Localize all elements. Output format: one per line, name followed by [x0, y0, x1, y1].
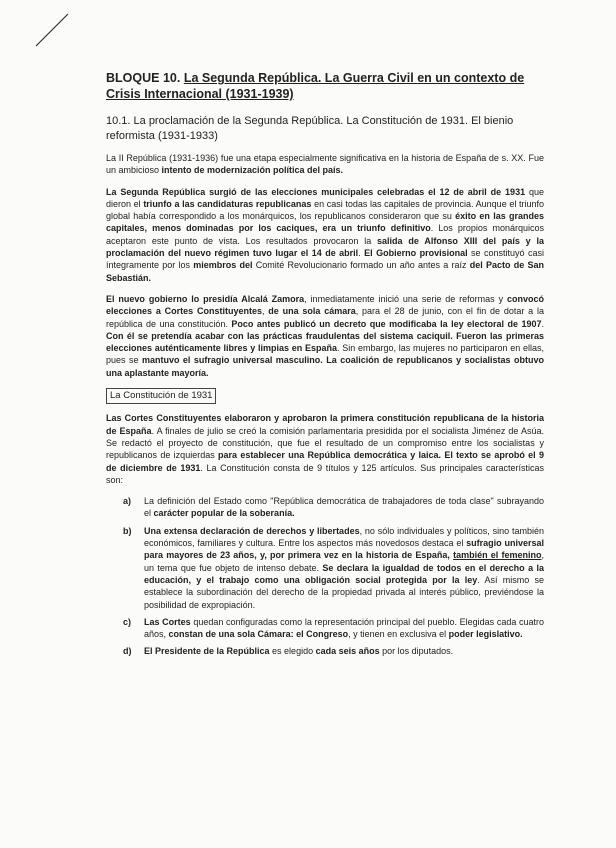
- bold-text: triunfo a las candidaturas republicanas: [143, 198, 312, 209]
- bold-text: mantuvo el sufragio universal masculino. La coalición de republicanos y socialistas obtuvo una aplastante mayoría.: [106, 355, 545, 378]
- bold-text: miembros del: [193, 260, 253, 271]
- text: es elegido: [269, 646, 316, 657]
- section-title: 10.1. La proclamación de la Segunda República. La Constitución de 1931. El bienio reformista (1931-1933): [106, 115, 514, 142]
- text: Comité Revolucionario formado un año antes a raíz: [252, 260, 470, 271]
- text: por los diputados.: [379, 646, 454, 657]
- constitution-heading: La Constitución de 1931: [106, 388, 216, 404]
- bold-text: constan de una sola Cámara: el Congreso: [168, 629, 349, 640]
- bold-text: cada seis años: [315, 646, 380, 657]
- bold-text: La Segunda República surgió de las elecciones municipales celebradas el 12 de abril de 1931: [106, 186, 526, 197]
- list-letter: b): [123, 525, 132, 536]
- text: .: [358, 248, 365, 259]
- list-item: [106, 495, 544, 520]
- bold-text: Las Cortes: [144, 616, 191, 627]
- bold-text: Una extensa declaración de derechos y libertades: [144, 525, 360, 536]
- bold-text: Con él se pretendía acabar con las prácticas fraudulentas del sistema caciquil. Fueron las primeras elecciones auténticamente libres y limpias en España: [106, 330, 544, 354]
- bold-text: sufragio universal para mayores de 23 años, y, por primera vez en la historia de España,: [144, 538, 544, 561]
- bold-text: carácter popular de la soberanía.: [153, 508, 295, 519]
- text: . Los propios monárquicos aceptaron este punto de vista. Los resultados provocaron la: [106, 223, 544, 246]
- paragraph-government: [106, 293, 544, 379]
- bold-text: Se declara la igualdad de todos en el derecho a la educación, y el trabajo como una obligación social protegida por la ley: [144, 562, 544, 585]
- bold-text: El Gobierno provisional: [364, 248, 468, 259]
- text: . La Constitución consta de 9 títulos y 125 artículos. Sus principales características son:: [106, 462, 544, 485]
- text: , inmediatamente inició una serie de reformas y: [304, 293, 507, 304]
- list-item: [106, 616, 544, 641]
- bold-text: intento de modernización política del país.: [161, 165, 344, 176]
- bold-text: de una sola cámara: [268, 306, 356, 317]
- text: quedan configuradas como la representación principal del pueblo. Elegidas cada cuatro años,: [144, 616, 544, 640]
- text: La II República (1931-1936) fue una etapa especialmente significativa en la historia de España de s. XX. Fue un ambicioso: [106, 153, 544, 176]
- text: .: [541, 318, 544, 329]
- list-letter: a): [123, 496, 132, 507]
- underlined-bold-text: también el femenino: [453, 550, 542, 561]
- bold-text: Poco antes publicó un decreto que modificaba la ley electoral de 1907: [231, 318, 542, 329]
- bold-text: Las Cortes Constituyentes elaboraron y aprobaron la primera constitución republicana de la historia de España: [106, 413, 544, 436]
- list-letter: c): [123, 616, 132, 627]
- text: en casi todas las capitales de provincia. Aunque el triunfo global había correspondido a los monárquicos, los republicanos consideraron que su: [106, 198, 544, 222]
- bold-text: El nuevo gobierno lo presidía Alcalá Zamora: [106, 293, 305, 304]
- bold-text: El Presidente de la República: [144, 646, 270, 657]
- text: , y tienen en exclusiva el: [348, 629, 449, 640]
- text: . A finales de julio se creó la comisión parlamentaria presidida por el socialista Jiménez de Asúa. Se redactó el proyecto de constitución, que fue el resultado de un compromiso entre los socialistas y republicanos de izquierdas: [106, 425, 544, 461]
- bold-text: salida de Alfonso XIII del país y la proclamación del nuevo régimen tuvo lugar el 14 de abril: [106, 235, 544, 259]
- list-item: [106, 645, 544, 657]
- document-page: [106, 70, 544, 663]
- list-item: [106, 525, 544, 611]
- characteristics-list: [106, 495, 544, 658]
- text: La definición del Estado como "República democrática de trabajadores de toda clase" subrayando el: [144, 496, 544, 519]
- page-title: [106, 70, 544, 102]
- text: . Así mismo se establece la subordinación del derecho de la propiedad privada al interés público, previéndose la posibilidad de expropiación.: [144, 574, 544, 610]
- paragraph-elections: [106, 186, 544, 284]
- bold-text: del Pacto de San Sebastián.: [106, 260, 544, 283]
- text: que dieron el: [106, 186, 544, 209]
- bloque-title: La Segunda República. La Guerra Civil en un contexto de Crisis Internacional (1931-1939): [106, 71, 525, 101]
- bold-text: para establecer una República democrática y laica. El texto se aprobó el 9 de diciembre de 1931: [106, 450, 544, 473]
- text: se constituyó casi íntegramente por los: [106, 248, 544, 271]
- bold-text: éxito en las grandes capitales, menos dominadas por los caciques, era un triunfo definitivo: [106, 211, 544, 234]
- bloque-label: BLOQUE 10.: [106, 71, 181, 85]
- bold-text: poder legislativo.: [448, 629, 523, 640]
- paragraph-constitution: [106, 412, 544, 486]
- text: . Sin embargo, las mujeres no participaron en ellas, pues se: [106, 343, 544, 366]
- text: ,: [261, 306, 269, 317]
- text: , para el 28 de junio, con el fin de dotar a la república de una constitución.: [106, 306, 544, 329]
- list-letter: d): [123, 646, 132, 657]
- pen-stroke-mark: [30, 12, 70, 48]
- paragraph-intro: [106, 152, 544, 177]
- text: , un tema que fue objeto de intenso debate.: [144, 550, 544, 573]
- text: , no sólo individuales y políticos, sino también económicos, familiares y cultura. Entre los aspectos más novedosos destaca el: [144, 525, 544, 549]
- bold-text: convocó elecciones a Cortes Constituyentes: [106, 293, 545, 317]
